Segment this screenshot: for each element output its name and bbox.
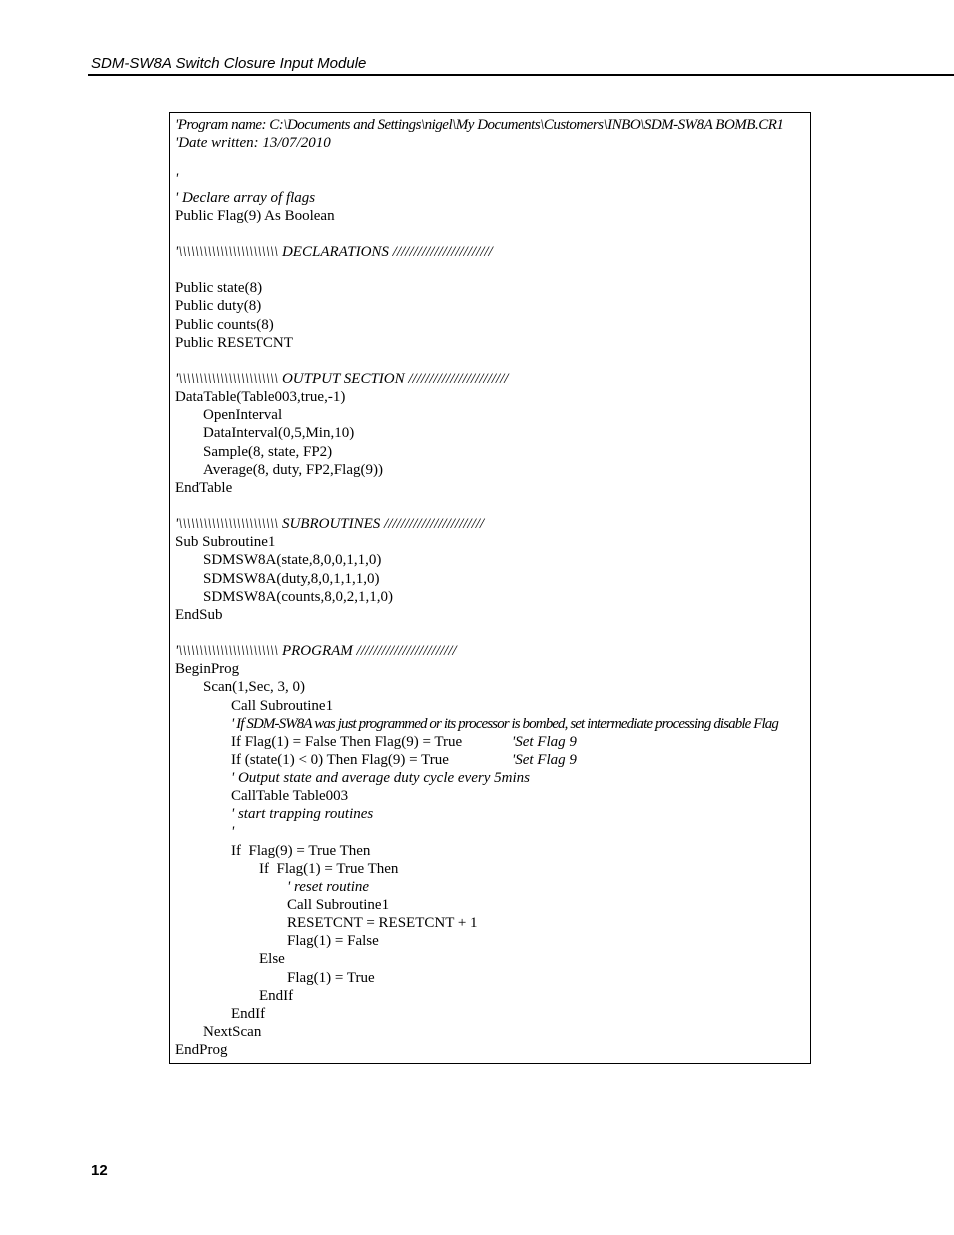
code-text: Call Subroutine1 — [287, 897, 390, 914]
code-text: Public Flag(9) As Boolean — [175, 207, 335, 224]
code-line — [175, 896, 805, 914]
code-line — [175, 424, 805, 442]
code-line — [175, 842, 805, 860]
code-line — [175, 443, 805, 461]
code-text: EndIf — [231, 1005, 266, 1022]
code-line — [175, 134, 805, 152]
code-line — [175, 1041, 805, 1059]
code-line — [175, 533, 805, 551]
code-line — [175, 1005, 805, 1023]
code-text: EndSub — [175, 606, 223, 623]
code-line — [175, 207, 805, 225]
code-line — [175, 878, 805, 896]
code-line — [175, 715, 805, 733]
code-line — [175, 551, 805, 569]
program-listing — [175, 116, 805, 1059]
code-text: If Flag(1) = False Then Flag(9) = True — [231, 733, 463, 750]
code-line — [175, 860, 805, 878]
code-text: BeginProg — [175, 661, 240, 678]
code-line — [175, 297, 805, 315]
code-comment: ' Output state and average duty cycle every 5mins — [231, 770, 530, 787]
code-line — [175, 1023, 805, 1041]
code-line — [175, 334, 805, 352]
code-text: SDMSW8A(duty,8,0,1,1,1,0) — [203, 570, 380, 587]
code-line — [175, 279, 805, 297]
code-line — [175, 243, 805, 261]
code-line — [175, 950, 805, 968]
code-text: Sub Subroutine1 — [175, 534, 276, 551]
code-text: Public state(8) — [175, 280, 263, 297]
code-comment: ' — [231, 824, 235, 841]
code-text: EndProg — [175, 1042, 228, 1059]
code-line — [175, 406, 805, 424]
code-line — [175, 189, 805, 207]
code-line — [175, 497, 805, 515]
code-line — [175, 751, 805, 769]
code-trailing-comment: 'Set Flag 9 — [512, 751, 577, 768]
page-number: 12 — [91, 1162, 108, 1179]
code-line — [175, 769, 805, 787]
code-line — [175, 697, 805, 715]
code-text: EndIf — [259, 987, 294, 1004]
code-text: Scan(1,Sec, 3, 0) — [203, 679, 306, 696]
code-line — [175, 642, 805, 660]
code-line — [175, 479, 805, 497]
code-comment: '\\\\\\\\\\\\\\\\\\\\\\\\ DECLARATIONS //////////////////////// — [175, 243, 493, 260]
code-line — [175, 370, 805, 388]
code-line — [175, 152, 805, 170]
code-line — [175, 588, 805, 606]
code-text: RESETCNT = RESETCNT + 1 — [287, 915, 478, 932]
code-text: Average(8, duty, FP2,Flag(9)) — [203, 461, 383, 478]
code-line — [175, 170, 805, 188]
code-comment: 'Program name: C:\Documents and Settings\nigel\My Documents\Customers\INBO\SDM-SW8A BOMB.CR1 — [175, 117, 784, 133]
code-line — [175, 787, 805, 805]
code-line — [175, 969, 805, 987]
code-text: SDMSW8A(counts,8,0,2,1,1,0) — [203, 588, 393, 605]
code-comment: ' start trapping routines — [231, 806, 374, 823]
code-line — [175, 624, 805, 642]
code-line — [175, 116, 805, 134]
code-text: OpenInterval — [203, 407, 283, 424]
code-text: DataInterval(0,5,Min,10) — [203, 425, 355, 442]
code-line — [175, 606, 805, 624]
running-header-title: SDM-SW8A Switch Closure Input Module — [91, 55, 367, 72]
code-text: Call Subroutine1 — [231, 697, 334, 714]
code-comment: '\\\\\\\\\\\\\\\\\\\\\\\\ PROGRAM //////////////////////// — [175, 643, 457, 660]
code-line — [175, 316, 805, 334]
code-line — [175, 823, 805, 841]
code-line — [175, 805, 805, 823]
code-text: If (state(1) < 0) Then Flag(9) = True — [231, 751, 449, 768]
code-line — [175, 515, 805, 533]
code-text: SDMSW8A(state,8,0,0,1,1,0) — [203, 552, 382, 569]
code-line — [175, 660, 805, 678]
code-line — [175, 987, 805, 1005]
code-line — [175, 225, 805, 243]
code-text: Sample(8, state, FP2) — [203, 443, 333, 460]
code-text: Flag(1) = True — [287, 969, 375, 986]
code-comment: ' — [175, 171, 179, 188]
program-listing-box — [169, 112, 811, 1064]
code-line — [175, 733, 805, 751]
code-trailing-comment: 'Set Flag 9 — [512, 733, 577, 750]
code-line — [175, 388, 805, 406]
code-line — [175, 461, 805, 479]
code-comment: '\\\\\\\\\\\\\\\\\\\\\\\\ SUBROUTINES //////////////////////// — [175, 516, 485, 533]
code-comment: ' Declare array of flags — [175, 189, 316, 206]
code-text: If Flag(9) = True Then — [231, 842, 371, 859]
code-text: If Flag(1) = True Then — [259, 860, 399, 877]
code-comment: ' reset routine — [287, 878, 370, 895]
code-comment: '\\\\\\\\\\\\\\\\\\\\\\\\ OUTPUT SECTION //////////////////////// — [175, 370, 509, 387]
code-text: CallTable Table003 — [231, 788, 349, 805]
code-text: Flag(1) = False — [287, 933, 379, 950]
code-text: EndTable — [175, 479, 233, 496]
code-text: Else — [259, 951, 285, 968]
code-text: Public counts(8) — [175, 316, 274, 333]
code-line — [175, 932, 805, 950]
code-line — [175, 261, 805, 279]
code-comment: 'Date written: 13/07/2010 — [175, 135, 331, 152]
code-line — [175, 678, 805, 696]
header-rule — [88, 74, 954, 76]
code-line — [175, 570, 805, 588]
code-text: NextScan — [203, 1024, 262, 1041]
code-text: Public duty(8) — [175, 298, 262, 315]
code-line — [175, 352, 805, 370]
code-text: Public RESETCNT — [175, 334, 293, 351]
code-comment: ' If SDM-SW8A was just programmed or its processor is bombed, set intermediate processing disable Flag — [231, 715, 778, 732]
code-text: DataTable(Table003,true,-1) — [175, 389, 346, 406]
code-line — [175, 914, 805, 932]
